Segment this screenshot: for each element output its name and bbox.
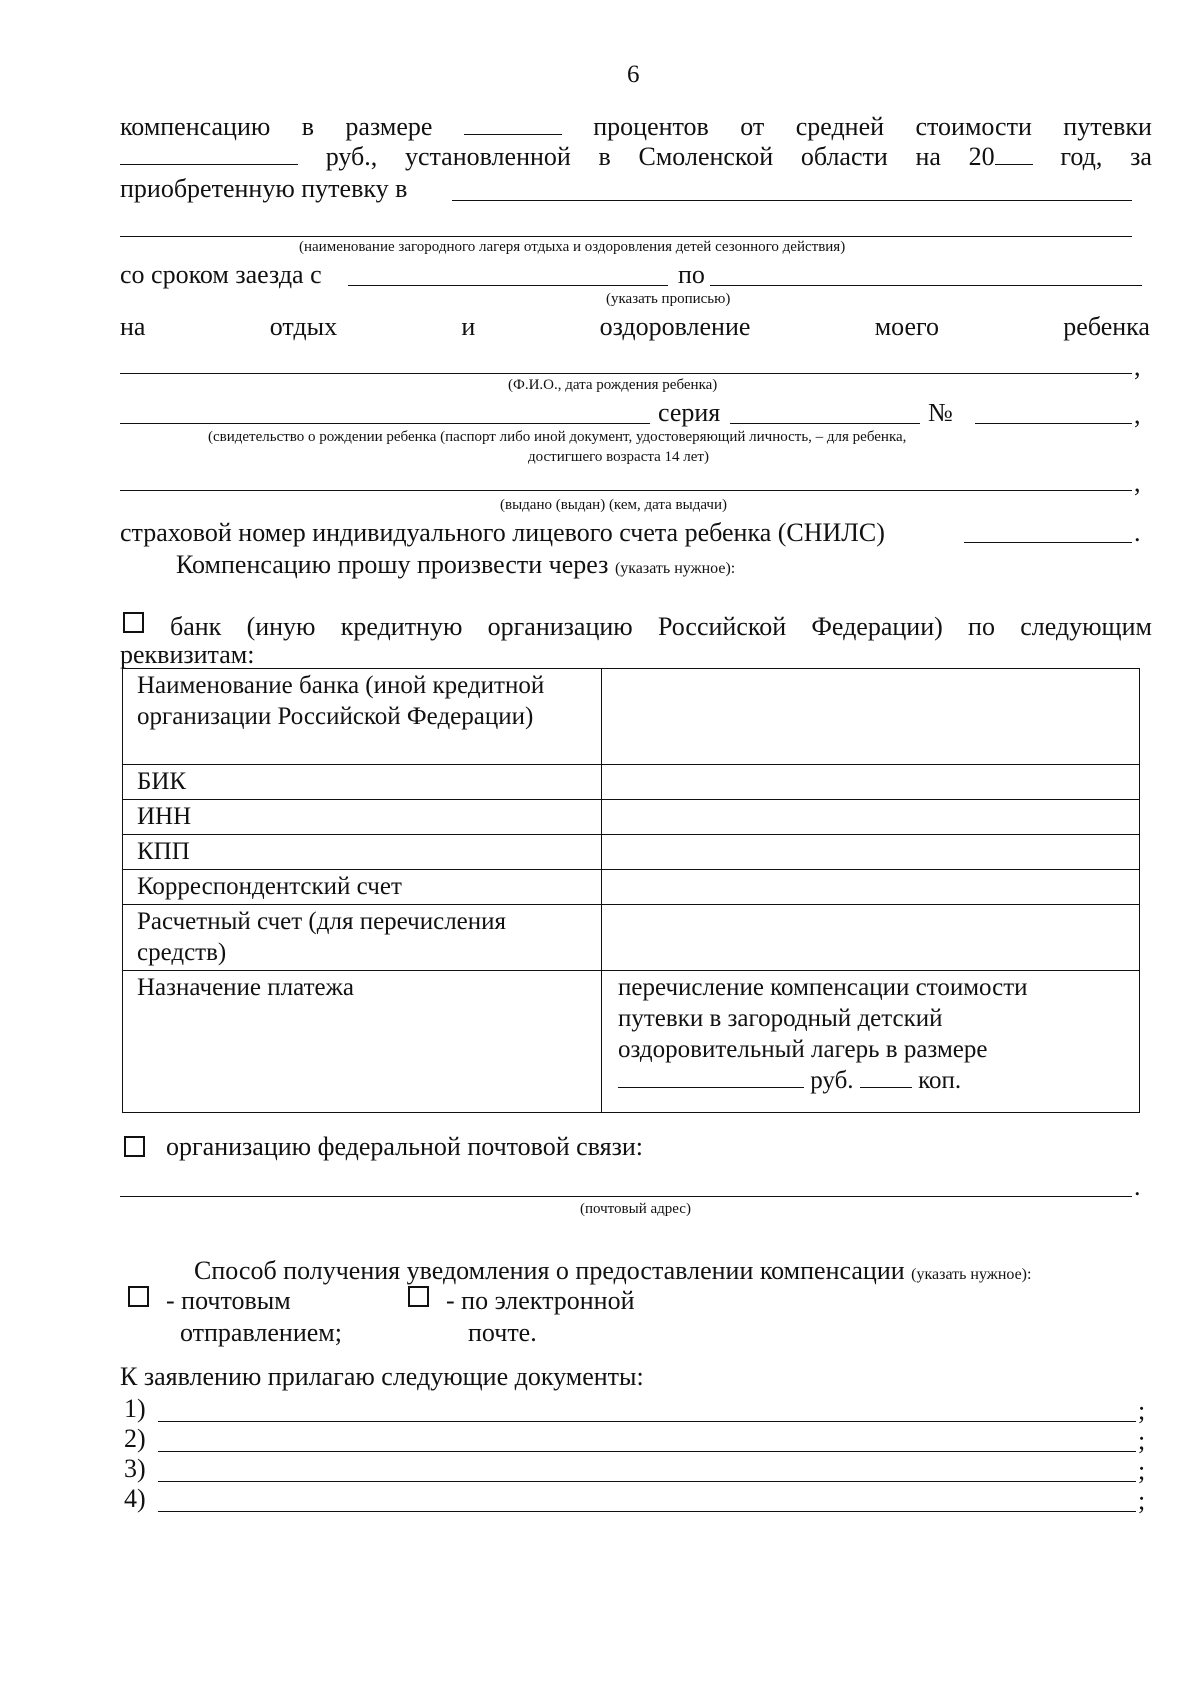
child-word: оздоровление xyxy=(599,312,751,341)
table-label-cell: ИНН xyxy=(123,800,602,835)
notify-post-label-2: отправлением; xyxy=(180,1318,342,1347)
bank-word: организацию xyxy=(487,612,633,641)
intro-line-3: приобретенную путевку в xyxy=(120,174,408,203)
dot: . xyxy=(1134,518,1141,547)
bank-word: Российской xyxy=(657,612,787,641)
attachment-end: ; xyxy=(1138,1396,1146,1425)
intro-word: на xyxy=(915,142,941,171)
notify-email-checkbox[interactable] xyxy=(408,1286,429,1307)
dates-from-label: со сроком заезда с xyxy=(120,260,322,289)
fio-caption: (Ф.И.О., дата рождения ребенка) xyxy=(508,377,718,393)
dates-caption: (указать прописью) xyxy=(606,291,731,307)
child-word: отдых xyxy=(269,312,338,341)
year-blank[interactable] xyxy=(995,142,1033,165)
intro-word: Смоленской xyxy=(638,142,774,171)
intro-word: путевки xyxy=(1063,112,1152,141)
table-label-cell: КПП xyxy=(123,835,602,870)
table-label-cell: БИК xyxy=(123,765,602,800)
intro-word: средней xyxy=(795,112,885,141)
intro-word: процентов xyxy=(593,112,709,141)
notify-prompt-text: Способ получения уведомления о предоставлении компенсации xyxy=(194,1256,905,1285)
attachments-heading: К заявлению прилагаю следующие документы: xyxy=(120,1362,644,1391)
table-value-cell[interactable] xyxy=(602,835,1140,870)
intro-word: в xyxy=(301,112,314,141)
table-label-cell: Назначение платежа xyxy=(123,971,602,1113)
intro-word: области xyxy=(800,142,888,171)
payment-prompt xyxy=(176,550,735,584)
attachment-number: 2) xyxy=(124,1424,146,1453)
doc-caption-1: (свидетельство о рождении ребенка (паспорт либо иной документ, удостоверяющий личность, – для ребенка, xyxy=(208,429,907,445)
child-word: и xyxy=(461,312,476,341)
camp-caption: (наименование загородного лагеря отдыха и оздоровления детей сезонного действия) xyxy=(299,239,846,255)
attachment-field-4[interactable] xyxy=(158,1511,1136,1512)
kop-blank[interactable] xyxy=(860,1065,912,1088)
notify-email-label-1: - по электронной xyxy=(446,1286,635,1315)
bank-word: по xyxy=(968,612,995,641)
bank-word: (иную xyxy=(246,612,316,641)
table-row xyxy=(123,971,1140,1113)
comma: , xyxy=(1134,468,1141,497)
table-row xyxy=(123,870,1140,905)
kop-label: коп. xyxy=(918,1067,962,1094)
issued-field[interactable] xyxy=(120,490,1132,491)
post-checkbox[interactable] xyxy=(124,1136,145,1157)
number-label: № xyxy=(928,398,953,427)
table-label-cell: Наименование банка (иной кредитной организации Российской Федерации) xyxy=(123,669,602,765)
series-label: серия xyxy=(658,398,721,427)
table-row xyxy=(123,800,1140,835)
bank-option-line xyxy=(170,612,1152,642)
table-row xyxy=(123,669,1140,765)
intro-line-2 xyxy=(120,142,1152,172)
bank-option-line-2: реквизитам: xyxy=(120,640,255,669)
percent-blank[interactable] xyxy=(464,112,562,135)
postal-caption: (почтовый адрес) xyxy=(580,1201,691,1217)
table-label-cell: Корреспондентский счет xyxy=(123,870,602,905)
purpose-text: перечисление компенсации стоимости путевки в загородный детский оздоровительный лагерь в размере xyxy=(618,974,1028,1063)
table-value-cell[interactable] xyxy=(602,669,1140,765)
snils-label: страховой номер индивидуального лицевого счета ребенка (СНИЛС) xyxy=(120,518,885,547)
snils-field[interactable] xyxy=(964,542,1132,543)
intro-word: руб., xyxy=(325,142,378,171)
price-blank[interactable] xyxy=(120,142,298,165)
bank-checkbox[interactable] xyxy=(123,612,144,633)
attachment-end: ; xyxy=(1138,1486,1146,1515)
bank-word: Федерации) xyxy=(811,612,943,641)
year-prefix: 20 xyxy=(968,142,995,171)
camp-name-field[interactable] xyxy=(452,200,1132,201)
dot: . xyxy=(1134,1172,1141,1201)
purpose-amount xyxy=(618,1065,1119,1096)
table-value-cell xyxy=(602,971,1140,1113)
table-row xyxy=(123,835,1140,870)
series-field[interactable] xyxy=(730,423,920,424)
table-value-cell[interactable] xyxy=(602,800,1140,835)
page-number: 6 xyxy=(627,61,640,88)
bank-word: банк xyxy=(170,612,222,641)
child-word: на xyxy=(120,312,146,341)
attachment-end: ; xyxy=(1138,1426,1146,1455)
intro-word: за xyxy=(1130,142,1152,171)
rub-label: руб. xyxy=(810,1067,854,1094)
intro-word: от xyxy=(740,112,765,141)
attachment-field-3[interactable] xyxy=(158,1481,1136,1482)
attachment-end: ; xyxy=(1138,1456,1146,1485)
attachment-field-2[interactable] xyxy=(158,1451,1136,1452)
notify-post-checkbox[interactable] xyxy=(128,1286,149,1307)
payment-prompt-note: (указать нужное): xyxy=(614,560,736,577)
table-row xyxy=(123,905,1140,971)
notify-post-label-1: - почтовым xyxy=(166,1286,291,1315)
bank-word: следующим xyxy=(1020,612,1152,641)
attachment-number: 1) xyxy=(124,1394,146,1423)
notify-email-label-2: почте. xyxy=(468,1318,537,1347)
table-value-cell[interactable] xyxy=(602,905,1140,971)
dates-to-label: по xyxy=(678,260,705,289)
child-line xyxy=(120,312,1150,342)
bank-details-table xyxy=(122,668,1140,1113)
intro-word: установленной xyxy=(404,142,571,171)
attachment-number: 4) xyxy=(124,1484,146,1513)
camp-name-field-2[interactable] xyxy=(120,236,1132,237)
post-label: организацию федеральной почтовой связи: xyxy=(166,1132,644,1161)
payment-prompt-text: Компенсацию прошу произвести через xyxy=(176,550,609,579)
attachment-number: 3) xyxy=(124,1454,146,1483)
intro-word: в xyxy=(598,142,611,171)
bank-word: кредитную xyxy=(340,612,463,641)
table-row xyxy=(123,765,1140,800)
intro-word: год, xyxy=(1060,142,1103,171)
child-word: ребенка xyxy=(1063,312,1150,341)
comma: , xyxy=(1134,352,1141,381)
child-word: моего xyxy=(874,312,940,341)
date-from-field[interactable] xyxy=(348,285,668,286)
table-label-cell: Расчетный счет (для перечисления средств) xyxy=(123,905,602,971)
date-to-field[interactable] xyxy=(710,285,1142,286)
table-value-cell[interactable] xyxy=(602,870,1140,905)
rub-blank[interactable] xyxy=(618,1065,804,1088)
issued-caption: (выдано (выдан) (кем, дата выдачи) xyxy=(500,497,727,513)
child-fio-field[interactable] xyxy=(120,373,1132,374)
comma: , xyxy=(1134,400,1141,429)
doc-caption-2: достигшего возраста 14 лет) xyxy=(528,449,709,465)
intro-line-1 xyxy=(120,112,1152,142)
notify-prompt xyxy=(194,1256,1031,1290)
notify-prompt-note: (указать нужное): xyxy=(911,1266,1032,1283)
table-value-cell[interactable] xyxy=(602,765,1140,800)
attachment-field-1[interactable] xyxy=(158,1421,1136,1422)
intro-word: размере xyxy=(345,112,433,141)
intro-word: компенсацию xyxy=(120,112,271,141)
certificate-field[interactable] xyxy=(120,423,650,424)
number-field[interactable] xyxy=(975,423,1132,424)
postal-address-field[interactable] xyxy=(120,1196,1132,1197)
intro-word: стоимости xyxy=(915,112,1032,141)
